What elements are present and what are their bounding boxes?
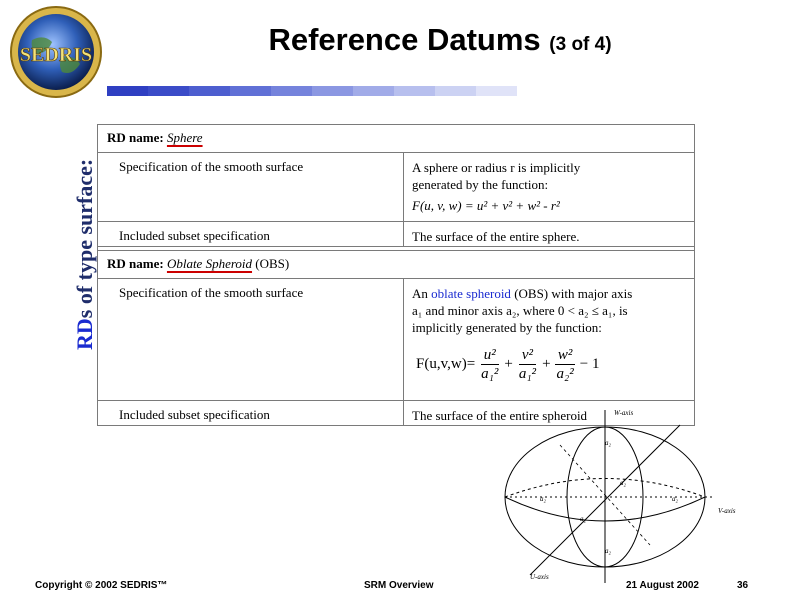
a2-label: a₂ <box>580 515 586 523</box>
slide-title <box>210 22 670 58</box>
a2-label: a₂ <box>605 439 611 447</box>
a2-label: a₂ <box>620 479 626 487</box>
sphere-formula: F(u, v, w) = u² + v² + w² - r² <box>412 198 560 213</box>
a2-label: a₂ <box>605 547 611 555</box>
spheroid-diagram <box>500 405 760 585</box>
footer-title: SRM Overview <box>364 580 434 591</box>
rd-table <box>97 124 695 426</box>
a2-label: a₂ <box>672 495 678 503</box>
spec-text <box>404 153 694 221</box>
sphere-spec-row <box>98 153 694 222</box>
oblate-spheroid-link: oblate spheroid <box>431 286 511 301</box>
v-axis-label: V-axis <box>718 507 736 515</box>
spec-text-line: A sphere or radius r is implicitly <box>412 160 581 175</box>
a2-label: a₂ <box>540 495 546 503</box>
title-main: Reference Datums <box>268 22 541 57</box>
sphere-name-row <box>98 125 694 153</box>
spec-text-line: An oblate spheroid (OBS) with major axis <box>412 286 633 301</box>
sedris-logo <box>8 6 104 98</box>
spec-label: Specification of the smooth surface <box>98 153 404 221</box>
title-gradient-bar <box>107 86 517 96</box>
subset-label: Included subset specification <box>98 401 404 425</box>
footer-copyright: Copyright © 2002 SEDRIS™ <box>35 580 168 591</box>
gradient-segment <box>230 86 271 96</box>
rd-name-label: RD name: <box>107 256 164 271</box>
spec-text-line: implicitly generated by the function: <box>412 320 602 335</box>
rd-name-oblate: Oblate Spheroid <box>166 256 253 271</box>
spec-text-line: a₁ and minor axis a₂, where 0 < a₂ ≤ a₁, is <box>412 303 628 318</box>
oblate-spec-row <box>98 279 694 401</box>
w-axis-label: W-axis <box>614 409 634 417</box>
rd-name-sphere: Sphere <box>166 130 203 145</box>
logo-text: SEDRIS <box>19 44 93 66</box>
gradient-segment <box>353 86 394 96</box>
gradient-segment <box>435 86 476 96</box>
u-axis-label: U-axis <box>530 573 549 581</box>
rd-name-label: RD name: <box>107 130 164 145</box>
oblate-name-row <box>98 251 694 279</box>
oblate-formula: F(u,v,w)= $\frac{\text{u²}}{\text{a₁²}}$ + $\frac{\text{v²}}{\text{a₁²}}$ + $\frac{\text{w²}}{\text{a₂²}}$ − 1 <box>416 347 600 382</box>
sphere-subset-row <box>98 222 694 247</box>
gradient-segment <box>476 86 517 96</box>
subset-text: The surface of the entire sphere. <box>412 229 580 244</box>
gradient-segment <box>271 86 312 96</box>
side-label-rd: RD <box>72 318 97 350</box>
side-label <box>72 159 98 350</box>
side-label-rest: s of type surface: <box>72 158 97 319</box>
subset-label: Included subset specification <box>98 222 404 246</box>
gradient-segment <box>148 86 189 96</box>
gradient-segment <box>107 86 148 96</box>
spec-text <box>404 279 694 400</box>
footer-date: 21 August 2002 <box>626 580 699 591</box>
gradient-segment <box>312 86 353 96</box>
subset-text: The surface of the entire spheroid <box>412 408 588 423</box>
rd-name-abbrev: (OBS) <box>255 256 290 271</box>
gradient-segment <box>394 86 435 96</box>
gradient-segment <box>189 86 230 96</box>
spec-text-line: generated by the function: <box>412 177 549 192</box>
footer-page-number: 36 <box>737 580 749 591</box>
title-sub: (3 of 4) <box>549 34 612 55</box>
spec-label: Specification of the smooth surface <box>98 279 404 400</box>
